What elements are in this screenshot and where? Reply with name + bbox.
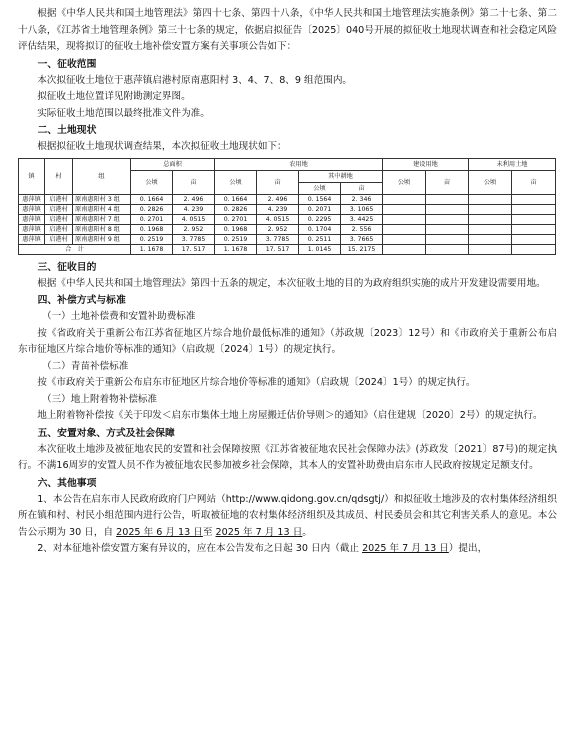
table-row — [19, 214, 556, 224]
cell-farm-ha: 1. 1678 — [215, 244, 257, 254]
col-arable-header: 其中耕地 — [299, 170, 383, 182]
cell-village: 启港村 — [45, 224, 73, 234]
cell-group: 原南惠阳村 9 组 — [73, 234, 131, 244]
text-run: 至 — [202, 526, 216, 538]
cell-farm-mu: 17. 517 — [257, 244, 299, 254]
cell-total-ha: 0. 2701 — [131, 214, 173, 224]
cell-farm-mu: 3. 7785 — [257, 234, 299, 244]
cell-town: 惠萍镇 — [19, 194, 45, 204]
cell-village: 启港村 — [45, 234, 73, 244]
col-total-header: 总面积 — [131, 158, 215, 170]
unit-mu: 亩 — [512, 170, 556, 194]
cell-arable-mu: 2. 556 — [341, 224, 383, 234]
unit-mu: 亩 — [426, 170, 469, 194]
section-5-heading: 五、安置对象、方式及社会保障 — [37, 427, 175, 439]
cell-empty — [426, 234, 469, 244]
col-town-header: 镇 — [19, 158, 45, 194]
unit-hectare: 公顷 — [299, 182, 341, 194]
cell-farm-ha: 0. 2519 — [215, 234, 257, 244]
unit-mu: 亩 — [341, 182, 383, 194]
table-row — [19, 194, 556, 204]
cell-empty — [512, 234, 556, 244]
cell-total-ha: 0. 1968 — [131, 224, 173, 234]
cell-arable-ha: 0. 2295 — [299, 214, 341, 224]
cell-empty — [426, 194, 469, 204]
cell-empty — [426, 224, 469, 234]
cell-farm-mu: 2. 952 — [257, 224, 299, 234]
section-1-text-1: 本次拟征收土地位于惠萍镇启港村原南惠阳村 3、4、7、8、9 组范围内。 — [37, 74, 353, 86]
col-village-header: 村 — [45, 158, 73, 194]
section-4-text-1: 按《省政府关于重新公布江苏省征地区片综合地价最低标准的通知》（苏政规〔2023〕12号）和《市政府关于重新公布启东市征地区片综合地价等标准的通知》（启政规〔2024〕1号）的规定执行。 — [18, 327, 557, 355]
unit-mu: 亩 — [173, 170, 215, 194]
cell-town: 惠萍镇 — [19, 204, 45, 214]
cell-village: 启港村 — [45, 214, 73, 224]
section-6-text-2 — [18, 541, 557, 558]
cell-total-mu: 2. 496 — [173, 194, 215, 204]
cell-empty — [469, 194, 512, 204]
cell-empty — [512, 204, 556, 214]
text-run: 。 — [302, 526, 312, 538]
cell-total-ha: 0. 2826 — [131, 204, 173, 214]
cell-arable-ha: 0. 2071 — [299, 204, 341, 214]
col-build-header: 建设用地 — [383, 158, 469, 170]
cell-arable-mu: 15. 2175 — [341, 244, 383, 254]
unit-hectare: 公顷 — [215, 170, 257, 194]
cell-empty — [383, 224, 426, 234]
cell-total-ha: 0. 2519 — [131, 234, 173, 244]
table-row — [19, 204, 556, 214]
cell-empty — [426, 204, 469, 214]
cell-total-mu: 3. 7785 — [173, 234, 215, 244]
cell-empty — [426, 214, 469, 224]
unit-hectare: 公顷 — [131, 170, 173, 194]
cell-village: 启港村 — [45, 204, 73, 214]
table-row — [19, 224, 556, 234]
section-2-heading: 二、土地现状 — [37, 125, 97, 136]
cell-arable-mu: 2. 346 — [341, 194, 383, 204]
cell-town: 惠萍镇 — [19, 214, 45, 224]
unit-hectare: 公顷 — [469, 170, 512, 194]
text-run: 1、本公告在启东市人民政府政府门户网站（http://www.qidong.gov.cn/qdsgtj/）和拟征收土地涉及的农村集体经济组织所在镇和村、村民小组范围内进行公告，听取被征地的农村集体经济组织及其成员、村民委员会和其它利害关系人的意见。本公告公示期为 30 日，自 — [18, 493, 557, 538]
cell-empty — [469, 244, 512, 254]
cell-village: 启港村 — [45, 194, 73, 204]
col-group-header: 组 — [73, 158, 131, 194]
section-4-heading: 四、补偿方式与标准 — [37, 295, 126, 306]
text-run: ）提出， — [448, 543, 488, 554]
cell-total-mu: 2. 952 — [173, 224, 215, 234]
cell-total-mu: 17. 517 — [173, 244, 215, 254]
table-row — [19, 234, 556, 244]
cell-empty — [512, 224, 556, 234]
cell-empty — [426, 244, 469, 254]
section-5-text-1: 本次征收土地涉及被征地农民的安置和社会保障按照《江苏省被征地农民社会保障办法》(苏政发〔2021〕87号)的规定执行。不满16周岁的安置人员不作为被征地农民参加被乡社会保障，其本人的安置补助费由启东市人民政府按规定足额支付。 — [18, 443, 557, 471]
section-4-subheading-1: （一）土地补偿费和安置补助费标准 — [42, 311, 196, 322]
section-4-text-3: 地上附着物补偿按《关于印发＜启东市集体土地上房屋搬迁估价导则＞的通知》（启住建规〔2020〕2号）的规定执行。 — [37, 410, 543, 421]
intro-paragraph: 根据《中华人民共和国土地管理法》第四十七条、第四十八条，《中华人民共和国土地管理法实施条例》第二十七条、第二十八条，《江苏省土地管理条例》第三十七条的规定，依据启拟征告〔2025〕040号开展的拟征收土地现状调查和社会稳定风险评估结果，现将拟订的征收土地补偿安置方案有关事项公告如下： — [18, 8, 557, 52]
cell-group: 原南惠阳村 3 组 — [73, 194, 131, 204]
cell-arable-mu: 3. 1065 — [341, 204, 383, 214]
cell-arable-mu: 3. 4425 — [341, 214, 383, 224]
cell-arable-ha: 0. 1704 — [299, 224, 341, 234]
section-1-heading: 一、征收范围 — [37, 58, 97, 70]
table-total-row — [19, 244, 556, 254]
cell-farm-ha: 0. 1968 — [215, 224, 257, 234]
section-4-subheading-3: （三）地上附着物补偿标准 — [42, 393, 158, 405]
cell-empty — [512, 214, 556, 224]
cell-empty — [383, 194, 426, 204]
unit-hectare: 公顷 — [383, 170, 426, 194]
cell-group: 原南惠阳村 4 组 — [73, 204, 131, 214]
cell-arable-ha: 0. 1564 — [299, 194, 341, 204]
section-3-text-1: 根据《中华人民共和国土地管理法》第四十五条的规定，本次征收土地的目的为政府组织实施的成片开发建设需要用地。 — [37, 277, 546, 289]
section-4-text-2: 按《市政府关于重新公布启东市征地区片综合地价等标准的通知》（启政规〔2024〕1号）的规定执行。 — [37, 377, 476, 388]
cell-farm-mu: 4. 0515 — [257, 214, 299, 224]
col-unused-header: 未利用土地 — [469, 158, 556, 170]
cell-empty — [469, 204, 512, 214]
cell-group: 原南惠阳村 8 组 — [73, 224, 131, 234]
cell-total-ha: 1. 1678 — [131, 244, 173, 254]
cell-farm-ha: 0. 2701 — [215, 214, 257, 224]
cell-total-ha: 0. 1664 — [131, 194, 173, 204]
section-3-heading: 三、征收目的 — [37, 261, 97, 273]
cell-farm-ha: 0. 1664 — [215, 194, 257, 204]
cell-total-label: 合 计 — [19, 244, 131, 254]
publicity-end-date: 2025 年 7 月 13 日 — [215, 526, 303, 538]
col-farm-header: 农用地 — [215, 158, 383, 170]
cell-empty — [512, 194, 556, 204]
cell-total-mu: 4. 0515 — [173, 214, 215, 224]
cell-empty — [512, 244, 556, 254]
unit-mu: 亩 — [257, 170, 299, 194]
cell-empty — [383, 204, 426, 214]
text-run: 2、对本征地补偿安置方案有异议的，应在本公告发布之日起 30 日内（截止 — [37, 543, 363, 554]
cell-arable-ha: 0. 2511 — [299, 234, 341, 244]
section-1-text-3: 实际征收土地范围以最终批准文件为准。 — [37, 107, 210, 119]
land-status-table — [18, 158, 556, 255]
cell-town: 惠萍镇 — [19, 234, 45, 244]
publicity-start-date: 2025 年 6 月 13 日 — [116, 526, 203, 538]
cell-farm-ha: 0. 2826 — [215, 204, 257, 214]
cell-empty — [383, 214, 426, 224]
cell-total-mu: 4. 239 — [173, 204, 215, 214]
cell-farm-mu: 2. 496 — [257, 194, 299, 204]
cell-farm-mu: 4. 239 — [257, 204, 299, 214]
cell-empty — [469, 234, 512, 244]
section-4-subheading-2: （二）青苗补偿标准 — [42, 360, 129, 372]
section-6-text-1 — [18, 492, 557, 542]
section-1-text-2: 拟征收土地位置详见附勘测定界图。 — [37, 91, 191, 102]
cell-town: 惠萍镇 — [19, 224, 45, 234]
cell-arable-mu: 3. 7665 — [341, 234, 383, 244]
section-2-text-1: 根据拟征收土地现状调查结果，本次拟征收土地现状如下： — [37, 141, 287, 152]
cell-empty — [383, 234, 426, 244]
objection-deadline-date: 2025 年 7 月 13 日 — [362, 543, 449, 554]
section-6-heading: 六、其他事项 — [37, 477, 97, 489]
cell-empty — [469, 224, 512, 234]
cell-empty — [383, 244, 426, 254]
cell-arable-ha: 1. 0145 — [299, 244, 341, 254]
cell-group: 原南惠阳村 7 组 — [73, 214, 131, 224]
cell-empty — [469, 214, 512, 224]
